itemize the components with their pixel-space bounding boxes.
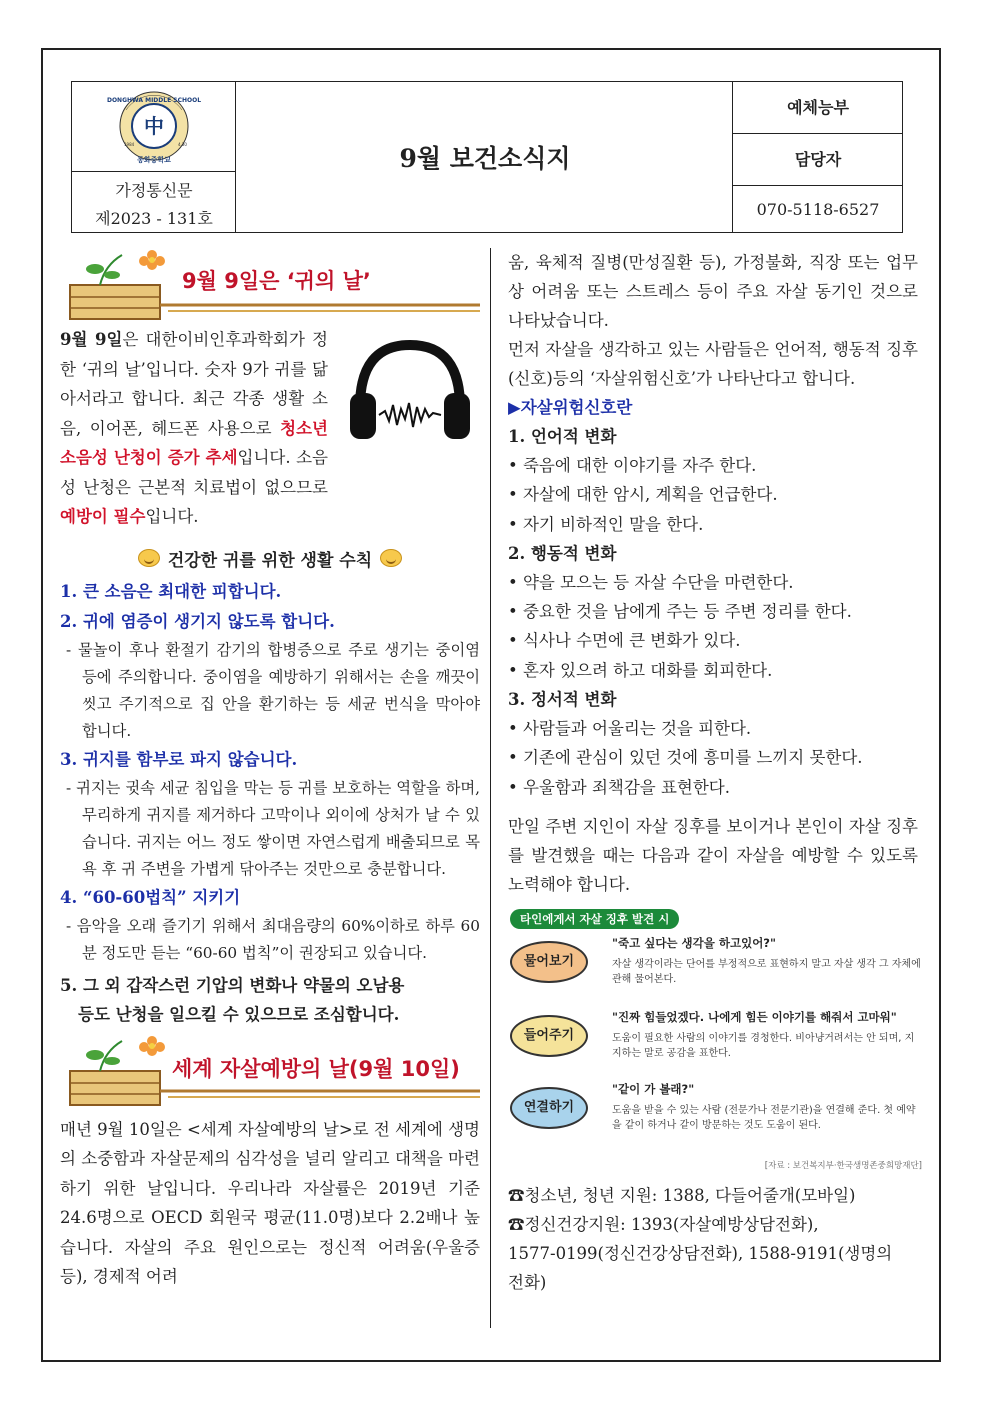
ear-day-date: 9월 9일: [60, 330, 123, 349]
rule-5: 5. 그 외 갑작스런 기압의 변화나 약물의 오남용 등도 난청을 일으킬 수 있으므로 조심합니다.: [60, 975, 405, 1024]
list-item: • 약을 모으는 등 자살 수단을 마련한다.: [508, 572, 794, 592]
list-item: • 자살에 대한 암시, 계획을 언급한다.: [508, 485, 778, 505]
ear-day-title: 9월 9일은 ‘귀의 날’: [182, 269, 371, 293]
rule-1: 1. 큰 소음은 최대한 피합니다.: [60, 581, 282, 601]
list-item: • 혼자 있으려 하고 대화를 회피한다.: [508, 660, 773, 680]
svg-text:中: 中: [144, 114, 164, 138]
infographic-desc: 도움이 필요한 사람의 이야기를 경청한다. 비아냥거려서는 안 되며, 지지하는 말로 공감을 표한다.: [612, 1032, 915, 1059]
suicide-day-banner: [60, 1033, 480, 1115]
svg-text:DONGHWA MIDDLE SCHOOL: DONGHWA MIDDLE SCHOOL: [106, 97, 202, 104]
suicide-signals-intro: 먼저 자살을 생각하고 있는 사람들은 언어적, 행동적 징후(신호)등의 ‘자살위험신호’가 나타난다고 합니다.: [508, 340, 918, 388]
rule-3-desc: - 귀지는 귓속 세균 침입을 막는 등 귀를 보호하는 역할을 하며, 무리하게 귀지를 제거하다 고막이나 외이에 상처가 날 수 있습니다. 귀지는 어느 정도 쌓이면 자연스럽게 배출되므로 목욕 후 귀 주변을 가볍게 닦아주는 것만으로 충분합니다.: [66, 778, 480, 878]
issue-number: 제2023 - 131호: [95, 209, 213, 228]
suicide-day-body-right: 움, 육체적 질병(만성질환 등), 가정불화, 직장 또는 업무상 어려움 또는 스트레스 등이 주요 자살 동기인 것으로 나타났습니다.: [508, 253, 918, 330]
intro-text-1: 은 대한이비인후과학회가 정한 ‘귀의 날’입니다. 숫자 9가 귀를 닮아서라고 합니다. 최근 각종 생활 소음, 이어폰, 헤드폰 사용으로: [60, 330, 328, 438]
intro-highlight-2: 예방이 필수: [60, 507, 146, 526]
speech-bubble-icon: 들어주기: [510, 1015, 588, 1057]
newsletter-header: [71, 81, 903, 233]
right-column: [508, 248, 922, 1297]
smiley-icon: [138, 549, 160, 567]
svg-text:1984: 1984: [124, 142, 135, 147]
speech-bubble-icon: 연결하기: [510, 1087, 588, 1129]
school-logo-icon: [106, 90, 202, 166]
rule-4-desc: - 음악을 오래 즐기기 위해서 최대음량의 60%이하로 하루 60분 정도만 듣는 “60-60 법칙”이 권장되고 있습니다.: [66, 916, 480, 962]
contact-cell: [732, 82, 902, 232]
svg-text:동화중학교: 동화중학교: [137, 156, 171, 164]
infographic-row-connect: [508, 1077, 922, 1149]
person-in-charge: 담당자: [733, 134, 903, 186]
suicide-day-body-left: 매년 9월 10일은 <세계 자살예방의 날>로 전 세계에 생명의 소중함과 자살문제의 심각성을 널리 알리고 대책을 마련하기 위한 날입니다. 우리나라 자살률은 2019년 기준 24.6명으로 OECD 회원국 평균(11.0명)보다 2.2배나 높습니다. 자살의 주요 원인으로는 정신적 어려움(우울증 등), 경제적 어려: [60, 1119, 480, 1286]
infographic-source: [자료 : 보건복지부·한국생명존중희망재단]: [764, 1160, 922, 1171]
signal-link: ▶자살위험신호란: [508, 398, 633, 417]
list-item: • 자기 비하적인 말을 한다.: [508, 514, 704, 534]
rule-4: 4. “60-60법칙” 지키기: [60, 887, 241, 907]
intro-text-2: 입니다. 소음성 난청은 근본적 치료법이 없으므로: [60, 448, 328, 497]
logo-cell: [72, 82, 236, 232]
page-title: 9월 보건소식지: [399, 144, 571, 173]
ear-day-intro: [60, 325, 480, 532]
infographic-desc: 도움을 받을 수 있는 사람 (전문가나 전문기관)을 연결해 준다. 첫 예약을 같이 하거나 같이 방문하는 것도 도움이 된다.: [612, 1104, 916, 1131]
smiley-icon: [380, 549, 402, 567]
left-column: [60, 245, 480, 1292]
list-item: • 식사나 수면에 큰 변화가 있다.: [508, 631, 741, 651]
suicide-day-title: 세계 자살예방의 날(9월 10일): [172, 1056, 460, 1081]
infographic-desc: 자살 생각이라는 단어를 부정적으로 표현하지 말고 자살 생각 그 자체에 관해 물어본다.: [612, 958, 921, 985]
rule-2-desc: - 물놀이 후나 환절기 감기의 합병증으로 주로 생기는 중이염 등에 주의합니다. 중이염을 예방하기 위해서는 손을 깨끗이 씻고 주기적으로 집 안을 환기하는 등 세균 번식을 막아야 합니다.: [66, 640, 480, 740]
infographic-quote: "진짜 힘들었겠다. 나에게 힘든 이야기를 해줘서 고마워": [612, 1009, 897, 1024]
rule-3: 3. 귀지를 함부로 파지 않습니다.: [60, 749, 298, 769]
infographic-tag: 타인에게서 자살 징후 발견 시: [510, 909, 679, 929]
infographic-quote: "죽고 싶다는 생각을 하고있어?": [612, 935, 776, 950]
school-logo-box: [72, 82, 236, 172]
ear-day-banner: [60, 245, 480, 325]
contact-mental-health-3: 전화): [508, 1272, 547, 1292]
behavior-heading: 2. 행동적 변화: [508, 543, 617, 563]
headphones-icon: [345, 335, 475, 445]
infographic-row-listen: [508, 1005, 922, 1077]
emotion-heading: 3. 정서적 변화: [508, 690, 617, 710]
column-divider: [490, 248, 491, 1328]
verbal-heading: 1. 언어적 변화: [508, 427, 617, 446]
svg-text:4.30: 4.30: [178, 142, 187, 147]
list-item: • 우울함과 죄책감을 표현한다.: [508, 777, 730, 797]
contact-list: [508, 1181, 918, 1297]
list-item: • 사람들과 어울리는 것을 피한다.: [508, 719, 752, 739]
infographic-row-ask: [508, 931, 922, 1003]
list-item: • 기존에 관심이 있던 것에 흥미를 느끼지 못한다.: [508, 748, 863, 768]
contact-mental-health-2: 1577-0199(정신건강상담전화), 1588-9191(생명의: [508, 1243, 893, 1263]
list-item: • 죽음에 대한 이야기를 자주 한다.: [508, 456, 757, 475]
contact-mental-health: ☎정신건강지원: 1393(자살예방상담전화),: [508, 1214, 819, 1234]
department: 예체능부: [733, 82, 903, 134]
list-item: • 중요한 것을 남에게 주는 등 주변 정리를 한다.: [508, 602, 852, 622]
phone-number: 070-5118-6527: [756, 200, 880, 219]
rule-2: 2. 귀에 염증이 생기지 않도록 합니다.: [60, 611, 335, 631]
closing-text: 만일 주변 지인이 자살 징후를 보이거나 본인이 자살 징후를 발견했을 때는 다음과 같이 자살을 예방할 수 있도록 노력해야 합니다.: [508, 816, 918, 894]
suicide-response-infographic: [508, 909, 922, 1171]
intro-text-3: 입니다.: [145, 507, 199, 526]
habits-title: 건강한 귀를 위한 생활 수칙: [60, 546, 480, 571]
intro-highlight-1: 청소년 소음성 난청이 증가 추세: [60, 418, 328, 467]
newsletter-label: 가정통신문: [115, 181, 193, 200]
speech-bubble-icon: 물어보기: [510, 941, 588, 983]
contact-youth: ☎청소년, 청년 지원: 1388, 다들어줄개(모바일): [508, 1185, 856, 1205]
infographic-quote: "같이 가 볼래?": [612, 1081, 695, 1096]
